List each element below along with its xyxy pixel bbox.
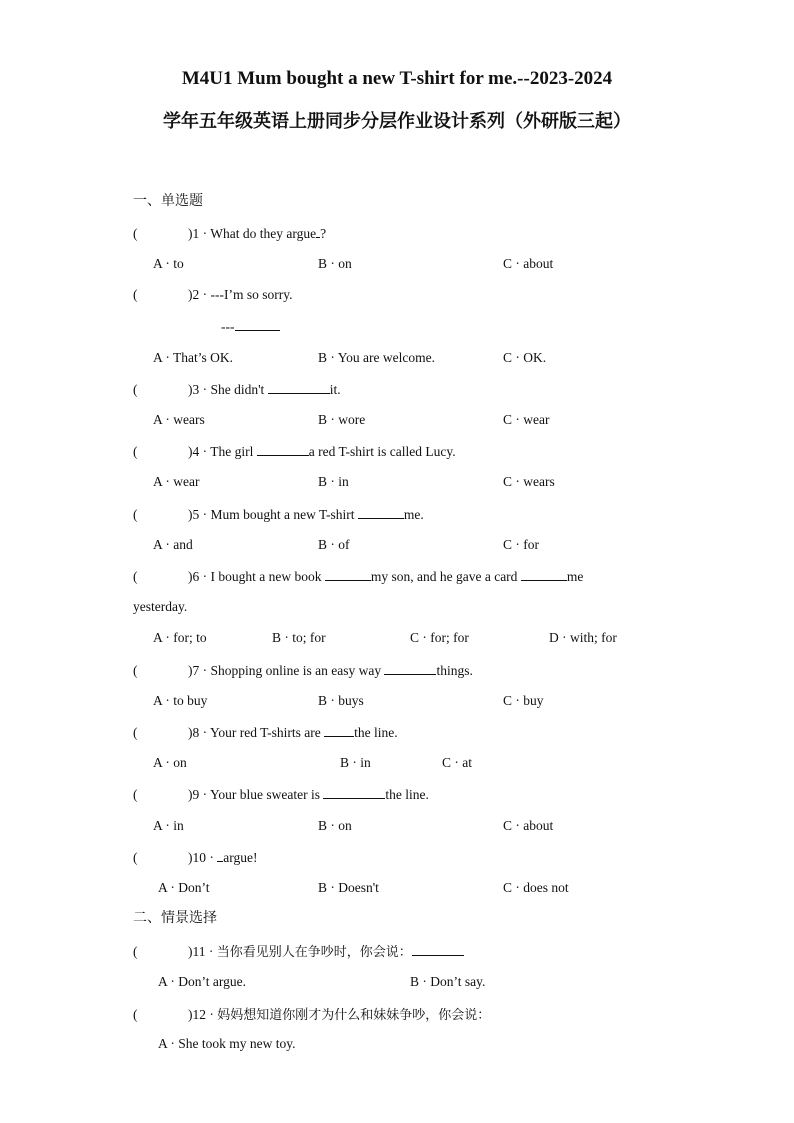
q3-option-a[interactable]: A · wears — [153, 412, 205, 427]
q4-option-b[interactable]: B · in — [318, 474, 349, 489]
q7-option-c[interactable]: C · buy — [503, 693, 544, 708]
question-8: ( )8 · Your red T-shirts are the line. — [133, 725, 398, 740]
title-line-1: M4U1 Mum bought a new T-shirt for me.--2023-2024 — [181, 68, 613, 89]
q4-option-a[interactable]: A · wear — [153, 474, 200, 489]
q5-option-a[interactable]: A · and — [153, 537, 193, 552]
section-heading-situational-choice: 二、情景选择 — [133, 910, 217, 926]
q9-option-c[interactable]: C · about — [503, 818, 554, 833]
q2-option-a[interactable]: A · That’s OK. — [153, 350, 233, 365]
question-12: ( )12 · 妈妈想知道你刚才为什么和妹妹争吵，你会说： — [133, 1007, 491, 1023]
q4-option-c[interactable]: C · wears — [503, 474, 555, 489]
q10-option-c[interactable]: C · does not — [503, 880, 569, 895]
question-3: ( )3 · She didn't it. — [133, 382, 341, 397]
q8-option-a[interactable]: A · on — [153, 755, 187, 770]
question-11: ( )11 · 当你看见别人在争吵时，你会说： — [133, 941, 464, 960]
q10-option-b[interactable]: B · Doesn't — [318, 880, 379, 895]
question-7: ( )7 · Shopping online is an easy way things. — [133, 663, 473, 678]
q11-option-a[interactable]: A · Don’t argue. — [158, 974, 246, 989]
q8-option-c[interactable]: C · at — [442, 755, 472, 770]
q11-option-b[interactable]: B · Don’t say. — [410, 974, 486, 989]
q1-option-b[interactable]: B · on — [318, 256, 352, 271]
q3-option-b[interactable]: B · wore — [318, 412, 366, 427]
q7-option-b[interactable]: B · buys — [318, 693, 364, 708]
q8-option-b[interactable]: B · in — [340, 755, 371, 770]
question-6: ( )6 · I bought a new book my son, and he gave a card me — [133, 569, 584, 584]
q2-option-c[interactable]: C · OK. — [503, 350, 547, 365]
question-2-line-2: --- — [221, 318, 280, 335]
question-10: ( )10 · argue! — [133, 850, 258, 865]
q10-option-a[interactable]: A · Don’t — [158, 880, 210, 895]
q6-option-d[interactable]: D · with; for — [549, 630, 617, 645]
q1-option-a[interactable]: A · to — [153, 256, 184, 271]
question-2: ( )2 · ---I’m so sorry. — [133, 287, 293, 302]
q9-option-a[interactable]: A · in — [153, 818, 184, 833]
title-line-2: 学年五年级英语上册同步分层作业设计系列（外研版三起） — [163, 111, 631, 132]
q3-option-c[interactable]: C · wear — [503, 412, 550, 427]
q5-option-c[interactable]: C · for — [503, 537, 539, 552]
q5-option-b[interactable]: B · of — [318, 537, 350, 552]
question-5: ( )5 · Mum bought a new T-shirt me. — [133, 507, 424, 522]
q7-option-a[interactable]: A · to buy — [153, 693, 208, 708]
question-1: ( )1 · What do they argue ? — [133, 226, 327, 241]
q1-option-c[interactable]: C · about — [503, 256, 554, 271]
q12-option-a[interactable]: A · She took my new toy. — [158, 1036, 296, 1051]
section-heading-single-choice: 一、单选题 — [133, 193, 203, 209]
q6-option-b[interactable]: B · to; for — [272, 630, 326, 645]
q6-option-c[interactable]: C · for; for — [410, 630, 469, 645]
q9-option-b[interactable]: B · on — [318, 818, 352, 833]
question-6-line-2: yesterday. — [133, 599, 188, 614]
q6-option-a[interactable]: A · for; to — [153, 630, 207, 645]
question-9: ( )9 · Your blue sweater is the line. — [133, 787, 429, 802]
question-4: ( )4 · The girl a red T-shirt is called Lucy. — [133, 444, 456, 459]
q2-option-b[interactable]: B · You are welcome. — [318, 350, 435, 365]
